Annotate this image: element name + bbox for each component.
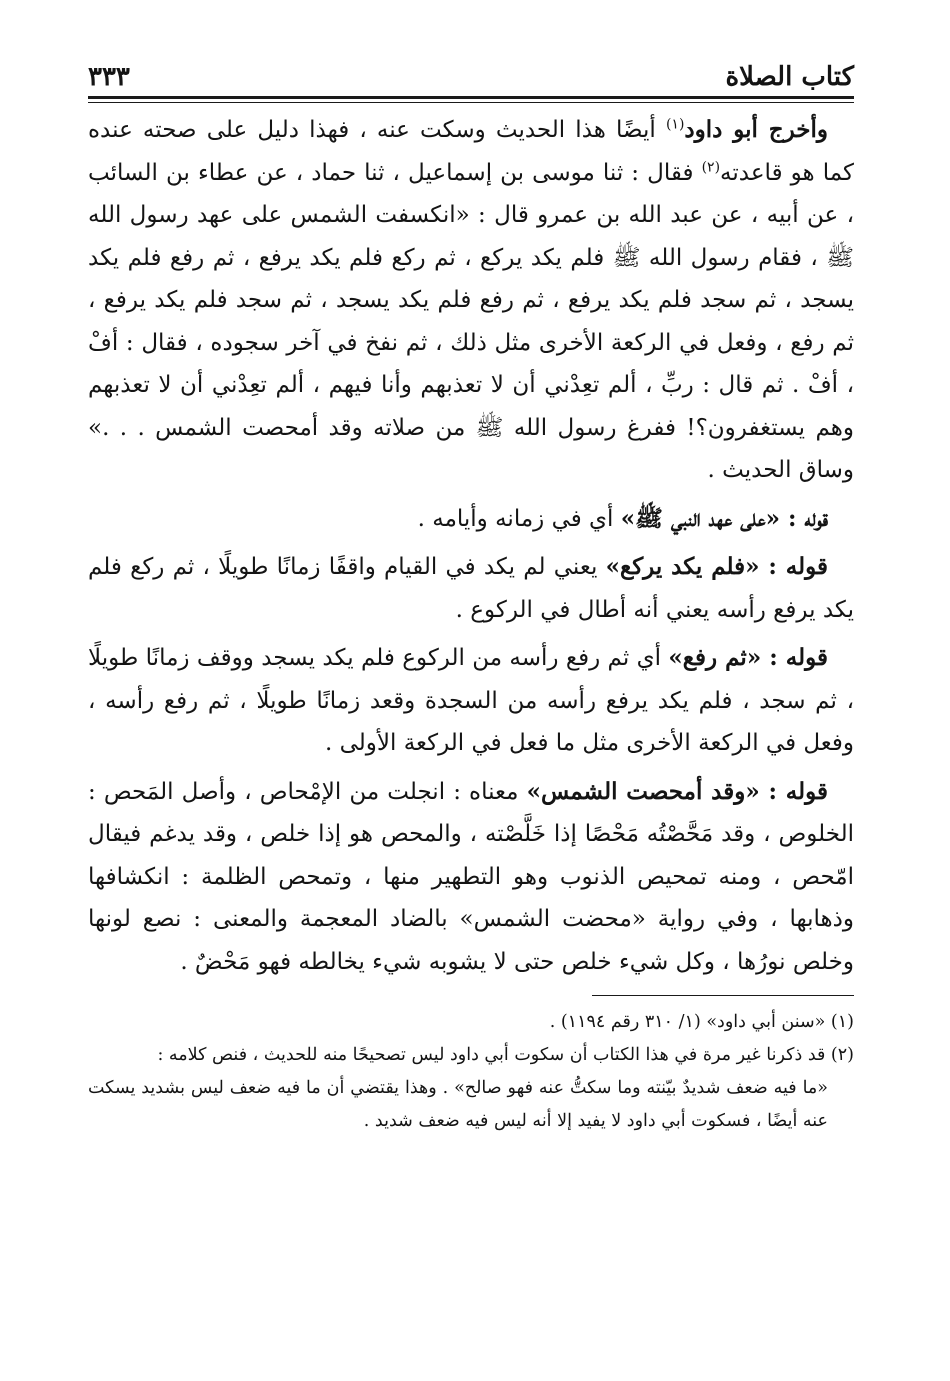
page-header [88, 48, 854, 90]
main-text [88, 109, 854, 983]
paragraph-lead: قوله : «على عهد النبي ﷺ» [620, 504, 828, 532]
paragraph-lead: وأخرج أبو داود [684, 116, 828, 143]
paragraph-lead: قوله : «فلم يكد يركع» [605, 553, 829, 580]
footnote-ref-1: (١) [665, 116, 685, 133]
footnote-ref-2: (٢) [701, 158, 721, 175]
paragraph-lead: قوله : «ثم رفع» [668, 644, 828, 671]
footnote-1: (١) «سنن أبي داود» (١/ ٣١٠ رقم ١١٩٤) . [549, 1012, 854, 1032]
footnote-2: (٢) قد ذكرنا غير مرة في هذا الكتاب أن سكوت أبي داود ليس تصحيحًا منه للحديث ، فنص كلامه : [157, 1045, 854, 1065]
footnote-2-continuation: «ما فيه ضعف شديدٌ بيّنته وما سكتُّ عنه فهو صالح» . وهذا يقتضي أن ما فيه ضعف ليس بشديد يسكت عنه أيضًا ، فسكوت أبي داود لا يفيد إلا أنه ليس فيه ضعف شديد . [88, 1078, 828, 1131]
header-rule-thin [88, 102, 854, 103]
paragraph-text: فقال : ثنا موسى بن إسماعيل ، ثنا حماد ، عن عطاء بن السائب ، عن أبيه ، عن عبد الله بن عمرو قال : «انكسفت الشمس على عهد رسول الله ﷺ ، فقام رسول الله ﷺ فلم يكد يركع ، ثم ركع فلم يكد يرفع ، ثم رفع فلم يكد يسجد ، ثم سجد فلم يكد يرفع ، ثم رفع فلم يكد يسجد ، ثم سجد فلم يكد يرفع ، ثم رفع ، وفعل في الركعة الأخرى مثل ذلك ، ثم نفخ في آخر سجوده ، فقال : أفْ ، أفْ . ثم قال : ربِّ ، ألم تعِدْني أن لا تعذبهم وأنا فيهم ، ألم تعِدْني أن لا تعذبهم وهم يستغفرون؟! ففرغ رسول الله ﷺ من صلاته وقد أمحصت الشمس . . .» وساق الحديث . [88, 159, 854, 483]
page-number: ٣٣٣ [88, 62, 130, 92]
running-title: كتاب الصلاة [725, 62, 854, 92]
paragraph-commentary [88, 637, 854, 765]
paragraph-text: معناه : انجلت من الإمْحاص ، وأصل المَحص : الخلوص ، وقد مَحَّصْتُه مَحْصًا إذا خَلَّصْته ، والمحص هو إذا خلص ، وقد يدغم فيقال امّحص ، ومنه تمحيص الذنوب وهو التطهير منها ، وتمحص الظلمة : انكشافها وذهابها ، وفي رواية «محضت الشمس» بالضاد المعجمة والمعنى : نصع لونها وخلص نورُها ، وكل شيء خلص حتى لا يشوبه شيء يخالطه فهو مَحْضٌ . [88, 778, 854, 975]
paragraph-lead: قوله : «وقد أمحصت الشمس» [526, 777, 829, 805]
paragraph-text: أيضًا هذا الحديث وسكت عنه ، فهذا دليل على صحته عنده كما هو قاعدته [88, 117, 854, 186]
paragraph-commentary [88, 771, 854, 984]
book-page [88, 48, 854, 1138]
paragraph-text: أي في زمانه وأيامه . [417, 505, 621, 532]
paragraph-hadith [88, 109, 854, 492]
paragraph-text: أي ثم رفع رأسه من الركوع فلم يكد يسجد ووقف زمانًا طويلًا ، ثم سجد ، فلم يكد يرفع رأسه من السجدة وقعد زمانًا طويلًا ، ثم رفع رأسه ، وفعل في الركعة الأخرى مثل ما فعل في الركعة الأولى . [88, 645, 854, 756]
header-rule [88, 96, 854, 99]
paragraph-commentary [88, 498, 854, 541]
footnote-separator [592, 995, 854, 996]
footnotes [88, 1006, 854, 1138]
paragraph-text: يعني لم يكد في القيام واقفًا زمانًا طويلًا ، ثم ركع فلم يكد يرفع رأسه يعني أنه أطال في الركوع . [88, 554, 854, 623]
paragraph-commentary [88, 546, 854, 631]
